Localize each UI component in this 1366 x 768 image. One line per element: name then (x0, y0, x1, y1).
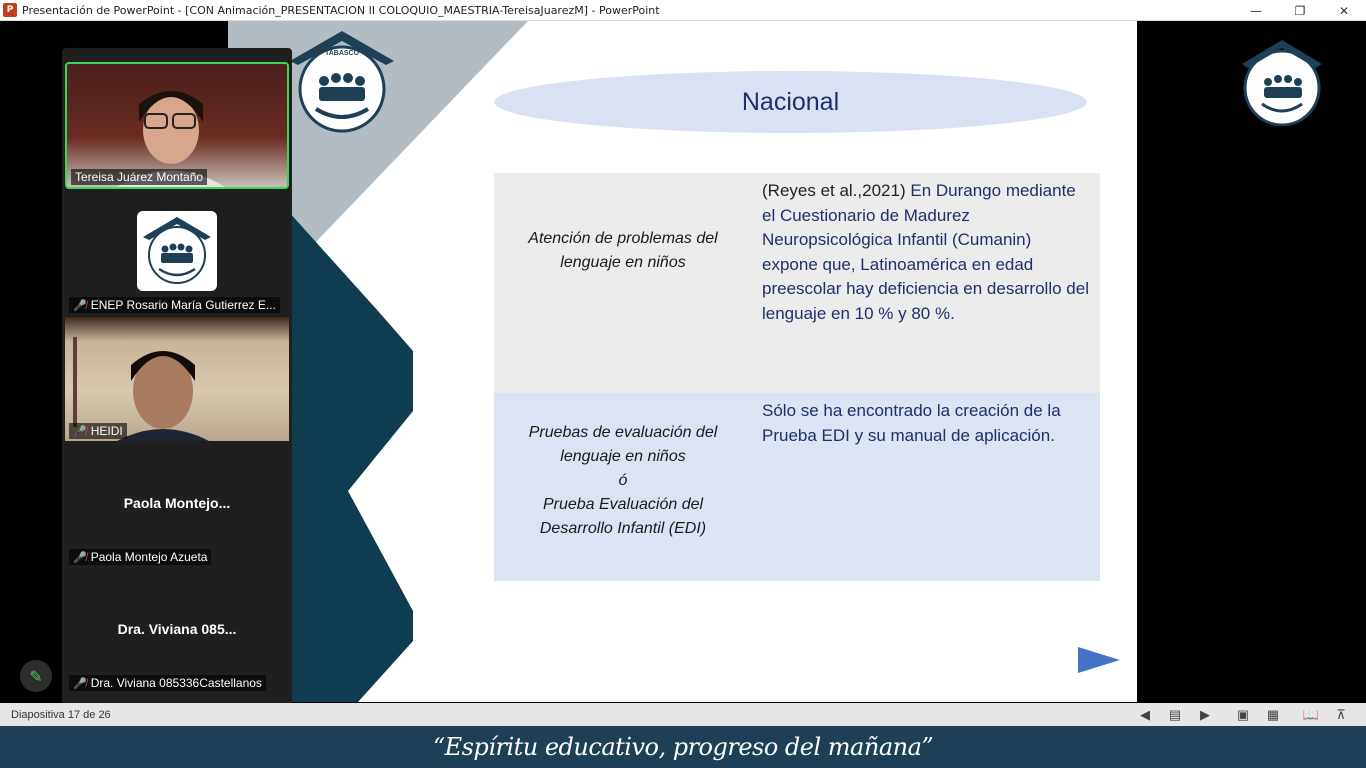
restore-button[interactable]: ❐ (1294, 3, 1306, 18)
participant-name-label (69, 675, 266, 691)
slideshow-icon[interactable]: ⊼ (1336, 706, 1346, 722)
next-slide-arrow-icon[interactable] (1078, 647, 1120, 673)
topic-text-alt: Prueba Evaluación del Desarrollo Infantil (EDI) (539, 496, 707, 537)
muted-microphone-icon: 🎤̸ (73, 425, 87, 438)
reading-view-icon[interactable]: 📖 (1302, 706, 1320, 722)
slide-canvas (228, 21, 1137, 702)
participants-video-panel (62, 48, 292, 707)
previous-slide-icon[interactable]: ◀ (1140, 706, 1150, 722)
participant-name-label (69, 297, 280, 313)
participant-name-label (71, 169, 207, 185)
finding-text: Sólo se ha encontrado la creación de la Prueba EDI y su manual de aplicación. (762, 401, 1061, 445)
window-titlebar (0, 0, 1366, 21)
status-bar (0, 703, 1366, 726)
participant-name-label (69, 549, 211, 565)
participant-name: Paola Montejo Azueta (90, 550, 208, 564)
participant-name-label (69, 423, 127, 439)
participant-name: HEIDI (90, 424, 123, 438)
table-row (494, 393, 1100, 581)
school-logo-icon (286, 25, 398, 137)
pen-annotate-icon[interactable]: ✎ (20, 660, 52, 692)
muted-microphone-icon: 🎤̸ (73, 677, 87, 690)
slide-counter: Diapositiva 17 de 26 (11, 708, 111, 721)
next-slide-icon[interactable]: ▶ (1200, 706, 1210, 722)
participant-display-name: Paola Montejo... (123, 495, 231, 511)
topic-connector: ó (618, 472, 628, 489)
window-title: Presentación de PowerPoint - [CON Animación_PRESENTACION II COLOQUIO_MAESTRIA-TereisaJuarezM] - PowerPoint (22, 3, 660, 17)
table-cell-finding (752, 173, 1100, 393)
slide-menu-icon[interactable]: ▤ (1168, 706, 1182, 722)
participant-tile[interactable] (65, 191, 289, 315)
participant-tile[interactable] (65, 569, 289, 693)
slide-sorter-icon[interactable]: ▦ (1266, 706, 1280, 722)
powerpoint-icon: P (3, 3, 17, 17)
participant-tile[interactable] (65, 443, 289, 567)
citation-text: (Reyes et al.,2021) (762, 181, 906, 200)
participant-tile[interactable] (65, 317, 289, 441)
slide-title-shape (494, 71, 1087, 133)
minimize-button[interactable]: — (1250, 3, 1262, 18)
motto-banner (0, 726, 1366, 768)
participant-name: Dra. Viviana 085336Castellanos (90, 676, 262, 690)
participant-name: Tereisa Juárez Montaño (75, 170, 204, 184)
table-cell-topic (494, 173, 752, 393)
participant-avatar (137, 211, 217, 291)
topic-text: Atención de problemas del lenguaje en niños (528, 230, 718, 271)
motto-text: “Espíritu educativo, progreso del mañana” (432, 733, 934, 761)
muted-microphone-icon: 🎤̸ (73, 299, 87, 312)
topic-text: Pruebas de evaluación del lenguaje en niños (528, 424, 718, 465)
participant-tile[interactable] (65, 62, 289, 189)
table-cell-topic (494, 393, 752, 581)
table-cell-finding (752, 393, 1100, 581)
participant-name: ENEP Rosario María Gutierrez E... (90, 298, 276, 312)
participant-display-name: Dra. Viviana 085... (117, 621, 237, 637)
normal-view-icon[interactable]: ▣ (1236, 706, 1250, 722)
finding-text: En Durango mediante el Cuestionario de Madurez Neuropsicológica Infantil (Cumanin) expone que, Latinoamérica en edad preescolar hay deficiencia en desarrollo del lenguaje en 10 % y 80 %. (762, 181, 1089, 323)
muted-microphone-icon: 🎤̸ (73, 551, 87, 564)
slide-title: Nacional (741, 87, 840, 116)
close-button[interactable]: ✕ (1338, 3, 1350, 18)
school-logo-icon (1240, 38, 1324, 126)
svg-text:TABASCO: TABASCO (324, 50, 360, 57)
table-row (494, 173, 1100, 393)
